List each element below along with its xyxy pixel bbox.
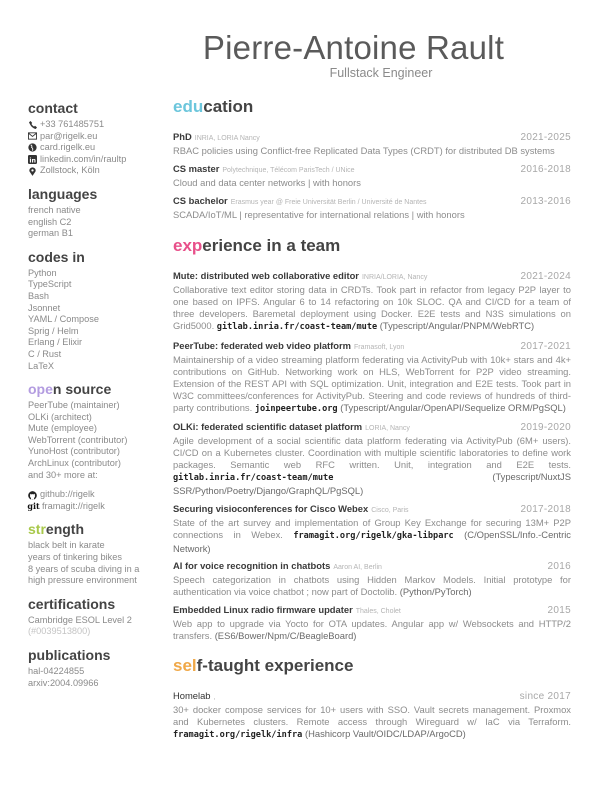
education-entry <box>173 163 571 189</box>
education-entry <box>173 195 571 221</box>
education-section <box>173 97 571 220</box>
project-item: Mute (employee) <box>28 423 97 434</box>
codes-section <box>28 249 163 372</box>
entry-date: 2013-2016 <box>520 195 571 207</box>
publication-item[interactable]: hal-04224855 <box>28 666 85 676</box>
project-item: OLKi (architect) <box>28 411 92 422</box>
entry-title: OLKi: federated scientific dataset platform <box>173 421 363 433</box>
contact-location: Zollstock, Köln <box>28 165 163 177</box>
tech-stack: (Typescript/NuxtJS SSR/Python/Poetry/Django/GraphQL/PgSQL) <box>173 471 571 496</box>
entry-date: 2017-2021 <box>520 340 571 352</box>
tech-stack: (Typescript/Angular/OpenAPI/Sequelize ORM/PgSQL) <box>337 401 566 413</box>
git-icon: git <box>27 500 40 511</box>
code-language-item: YAML / Compose <box>28 314 99 325</box>
entry-desc: Speech categorization in chatbots using Hidden Markov Models. Initial prototype for authentication via voice chatbot ; now part of Doctolib. (Python/PyTorch) <box>173 574 571 598</box>
entry-title: CS bachelor <box>173 194 228 206</box>
entry-org: Polytechnique, Télécom ParisTech / UNice <box>222 166 355 174</box>
header <box>0 30 612 80</box>
entry-desc: Web app to upgrade via Yocto for OTA updates. Angular app w/ Websockets and HTTP/2 transfers. (ES6/Bower/Npm/C/BeagleBoard) <box>173 618 571 641</box>
contact-phone[interactable]: +33 761485751 <box>28 119 163 131</box>
code-language-item: Erlang / Elixir <box>28 337 83 348</box>
experience-entry <box>173 604 571 642</box>
entry-date: 2021-2025 <box>520 132 571 143</box>
experience-entry <box>173 270 571 334</box>
entry-org: Aaron AI, Berlin <box>333 564 382 572</box>
linkedin-icon <box>28 155 37 164</box>
publications-section <box>28 647 163 689</box>
entry-desc: RBAC policies using Conflict-free Replicated Data Types (CRDT) for distributed DB systems <box>173 144 555 156</box>
open-source-section <box>28 381 163 512</box>
codes-heading: codes in <box>28 248 85 265</box>
certification-item: Cambridge ESOL Level 2 <box>28 614 132 625</box>
project-link[interactable]: gitlab.inria.fr/coast-team/mute <box>216 322 378 333</box>
project-item: WebTorrent (contributor) <box>28 434 128 445</box>
entry-date: 2019-2020 <box>520 422 571 434</box>
entry-org: INRIA/LORIA, Nancy <box>361 274 428 282</box>
svg-text:in: in <box>29 157 37 165</box>
person-name: Pierre-Antoine Rault <box>202 29 505 66</box>
education-heading: education <box>173 97 254 116</box>
entry-title: Embedded Linux radio firmware updater <box>173 604 353 616</box>
code-language-item: Jsonnet <box>28 302 61 313</box>
project-item: ArchLinux (contributor) <box>28 458 121 469</box>
experience-heading: experience in a team <box>173 236 341 256</box>
experience-section <box>173 236 571 641</box>
entry-title: Mute: distributed web collaborative editor <box>173 270 359 282</box>
strength-section <box>28 521 163 586</box>
entry-desc: 30+ docker compose services for 10+ users with SSO. Vault secrets management. Proxmox and Kubernetes clusters. Remote access through Wireguard w/ IaC via Terraform. framagit.org/rigelk/infra (Hashicorp Vault/OIDC/LDAP/ArgoCD) <box>173 703 571 740</box>
project-link[interactable]: gitlab.inria.fr/coast-team/mute <box>173 473 334 484</box>
open-source-heading: open source <box>28 381 112 398</box>
entry-org: LORIA, Nancy <box>365 425 410 433</box>
contact-email[interactable]: par@rigelk.eu <box>28 131 163 143</box>
strength-item: black belt in karate <box>28 540 105 551</box>
language-item: english C2 <box>28 216 72 227</box>
publication-item[interactable]: arxiv:2004.09966 <box>28 677 99 688</box>
tech-stack: (ES6/Bower/Npm/C/BeagleBoard) <box>214 630 357 641</box>
job-title: Fullstack Engineer <box>329 66 433 80</box>
code-language-item: Python <box>28 267 57 278</box>
entry-date: since 2017 <box>519 690 571 702</box>
strength-item: years of tinkering bikes <box>28 552 122 563</box>
languages-section <box>28 186 163 240</box>
contact-section <box>28 100 163 177</box>
entry-date: 2021-2024 <box>520 271 571 283</box>
experience-entry <box>173 560 571 598</box>
main-content <box>173 97 571 752</box>
map-marker-icon <box>28 167 37 176</box>
entry-desc: SCADA/IoT/ML | representative for international relations | with honors <box>173 208 465 220</box>
certifications-heading: certifications <box>28 595 116 612</box>
contact-website[interactable]: card.rigelk.eu <box>28 142 163 154</box>
project-item: PeerTube (maintainer) <box>28 400 120 411</box>
entry-org: Erasmus year @ Freie Universität Berlin / Université de Nantes <box>230 198 427 206</box>
self-taught-entry <box>173 690 571 742</box>
self-taught-section <box>173 656 571 742</box>
tech-stack: (Hashicorp Vault/OIDC/LDAP/ArgoCD) <box>302 727 466 739</box>
globe-icon <box>28 143 37 152</box>
entry-desc: State of the art survey and implementation of Group Key Exchange for securing 13M+ P2P connections in Webex. framagit.org/rigelk/gka-libparc (C/OpenSSL/Info.-Centric Network) <box>173 516 571 554</box>
certification-id: (#0039513800) <box>28 626 91 637</box>
experience-entry <box>173 340 571 415</box>
code-language-item: Bash <box>28 290 49 301</box>
education-entry <box>173 131 571 157</box>
envelope-icon <box>28 132 37 141</box>
more-projects-note: and 30+ more at: <box>28 469 98 480</box>
tech-stack: (Typescript/Angular/PNPM/WebRTC) <box>377 320 535 332</box>
strength-heading: strength <box>28 521 85 538</box>
code-language-item: C / Rust <box>28 348 62 359</box>
entry-desc: Collaborative text editor storing data in CRDTs. Took part in refactor from legacy P2P layer to one based on IPFS. Angular 6 to 14 refactoring on 10k SLOC. QA and CI/CD for a team of three developers. Baremetal deployment using Docker. E2E tests and N3S simulations on Grid5000. gitlab.inria.fr/coast-team/mute (Typescript/Angular/PNPM/WebRTC) <box>173 284 571 333</box>
entry-date: 2015 <box>547 605 571 617</box>
project-link[interactable]: framagit.org/rigelk/infra <box>173 729 303 740</box>
code-language-item: Sprig / Helm <box>28 325 79 336</box>
sidebar <box>28 100 163 698</box>
tech-stack: (C/OpenSSL/Info.-Centric Network) <box>173 528 571 554</box>
github-icon <box>28 491 37 500</box>
entry-title: Securing visioconferences for Cisco Webex <box>173 502 369 514</box>
entry-org: Thales, Cholet <box>355 608 401 616</box>
experience-entry <box>173 421 571 496</box>
entry-org: INRIA, LORIA Nancy <box>194 135 260 142</box>
project-item: YunoHost (contributor) <box>28 446 120 457</box>
entry-desc: Agile development of a social scientific data platform federating via ActivityPub (6M+ users). CI/CD on a Kubernetes cluster. Coordination with multiple scientific laboratories to define work packages. Semantic web RFC written. Unit, integration and E2E tests. gitlab.inria.fr/coast-team/mute (Typescript/NuxtJS SSR/Python/Poetry/Django/GraphQL/PgSQL) <box>173 435 571 496</box>
entry-date: 2016 <box>547 561 571 573</box>
contact-heading: contact <box>28 100 78 116</box>
code-language-item: LaTeX <box>28 360 55 371</box>
contact-linkedin[interactable]: in linkedin.com/in/raultp <box>29 153 127 165</box>
strength-item: high pressure environment <box>28 575 137 586</box>
entry-desc: Cloud and data center networks | with honors <box>173 176 361 188</box>
framagit-link[interactable]: git framagit://rigelk <box>27 500 105 511</box>
github-link[interactable]: github://rigelk <box>28 489 163 501</box>
entry-org: , <box>213 693 216 701</box>
entry-date: 2016-2018 <box>520 163 571 175</box>
language-item: german B1 <box>28 228 73 239</box>
certifications-section <box>28 596 163 638</box>
entry-title: CS master <box>173 162 220 174</box>
project-link[interactable]: framagit.org/rigelk/gka-libparc <box>293 530 454 541</box>
entry-title: AI for voice recognition in chatbots <box>173 560 331 572</box>
self-taught-heading: self-taught experience <box>173 655 354 675</box>
phone-icon <box>28 120 37 129</box>
language-item: french native <box>28 204 81 215</box>
entry-org: Framasoft, Lyon <box>354 343 405 351</box>
entry-desc: Maintainership of a video streaming platform federating via ActivityPub with 10k+ stars and 4k+ contributions on GitHub. Networking work on HLS, WebTorrent for P2P video streaming. Extension of the REST API with SQL optimization. Unit, integration and E2E tests. Took part in W3C committees/conferences for ActivityPub. Steering and code reviews of hundreds of third-party contributions. joinpeertube.org (Typescript/Angular/OpenAPI/Sequelize ORM/PgSQL) <box>173 353 571 414</box>
project-link[interactable]: joinpeertube.org <box>254 403 338 414</box>
experience-entry <box>173 503 571 555</box>
entry-title: Homelab <box>173 689 211 701</box>
entry-date: 2017-2018 <box>520 503 571 515</box>
languages-heading: languages <box>28 185 98 202</box>
entry-title: PeerTube: federated web video platform <box>173 339 351 351</box>
entry-title: PhD <box>173 131 192 142</box>
strength-item: 8 years of scuba diving in a <box>28 563 140 574</box>
entry-org: Cisco, Paris <box>371 506 409 514</box>
code-language-item: TypeScript <box>28 279 72 290</box>
tech-stack: (Python/PyTorch) <box>399 586 472 598</box>
publications-heading: publications <box>28 647 111 663</box>
